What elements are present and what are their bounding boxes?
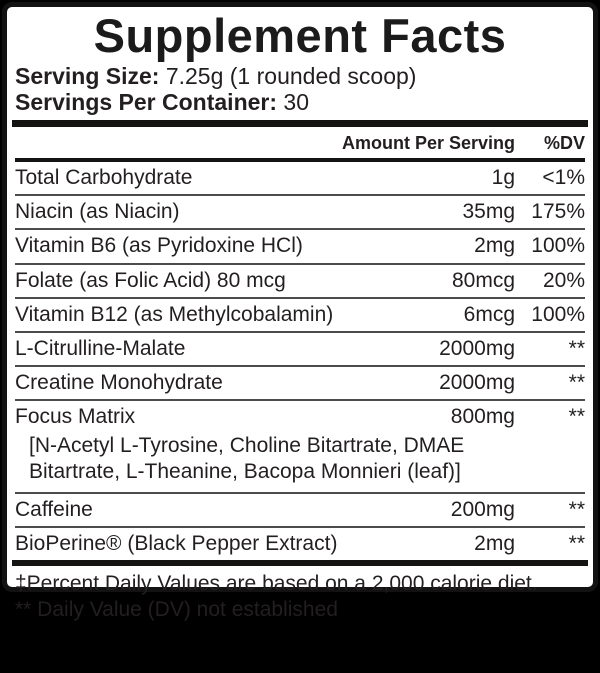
footnotes-section xyxy=(12,560,588,624)
serving-size-line xyxy=(15,64,585,90)
ingredient-name: Vitamin B12 (as Methylcobalamin) xyxy=(15,302,334,326)
ingredient-dv: 175% xyxy=(531,200,585,224)
ingredient-dv: ** xyxy=(568,404,585,428)
ingredient-dv: ** xyxy=(568,370,585,394)
ingredient-dv: ** xyxy=(568,497,585,521)
table-row xyxy=(15,526,585,560)
ingredient-amount: 80mcg xyxy=(451,268,515,292)
ingredient-dv: <1% xyxy=(542,166,585,190)
ingredient-amount: 2000mg xyxy=(439,370,515,394)
ingredient-amount: 2000mg xyxy=(439,336,515,360)
ingredient-dv: 100% xyxy=(531,302,585,326)
ingredient-amount: 2mg xyxy=(474,531,515,555)
table-row xyxy=(15,162,585,194)
ingredient-dv: 100% xyxy=(531,234,585,258)
servings-per-container-label: Servings Per Container: xyxy=(15,88,278,115)
panel-title: Supplement Facts xyxy=(93,9,507,62)
ingredient-name: L-Citrulline-Malate xyxy=(15,336,186,360)
ingredient-name: Niacin (as Niacin) xyxy=(15,200,180,224)
servings-per-container-value: 30 xyxy=(277,88,310,115)
table-header-row xyxy=(15,127,585,162)
ingredient-dv: ** xyxy=(568,531,585,555)
table-row-focus-matrix xyxy=(15,399,585,492)
footnote-dv-not-established: ** Daily Value (DV) not established xyxy=(15,598,338,622)
facts-table xyxy=(12,127,588,559)
table-row xyxy=(15,492,585,526)
ingredient-dv: ** xyxy=(568,336,585,360)
ingredient-name: Focus Matrix xyxy=(15,404,136,428)
ingredient-amount: 35mg xyxy=(462,200,515,224)
table-row xyxy=(15,194,585,228)
ingredient-amount: 1g xyxy=(491,166,515,190)
ingredient-name: Creatine Monohydrate xyxy=(15,370,223,394)
ingredient-name: Vitamin B6 (as Pyridoxine HCl) xyxy=(15,234,303,258)
serving-info xyxy=(12,62,588,116)
ingredient-sub-ingredients: [N-Acetyl L-Tyrosine, Choline Bitartrate, DMAE Bitartrate, L-Theanine, Bacopa Monnieri (leaf)] xyxy=(29,434,465,484)
servings-per-container-line xyxy=(15,90,585,116)
ingredient-amount: 2mg xyxy=(474,234,515,258)
table-row xyxy=(15,228,585,262)
ingredient-amount: 200mg xyxy=(450,497,515,521)
ingredient-name: Folate (as Folic Acid) 80 mcg xyxy=(15,268,286,292)
header-percent-dv: %DV xyxy=(543,133,585,154)
ingredient-amount: 800mg xyxy=(450,404,515,428)
supplement-facts-panel xyxy=(2,2,598,622)
table-row xyxy=(15,263,585,297)
serving-size-label: Serving Size: xyxy=(15,62,160,89)
ingredient-name: Total Carbohydrate xyxy=(15,166,193,190)
top-thick-rule xyxy=(12,120,588,127)
ingredient-amount: 6mcg xyxy=(463,302,515,326)
table-row xyxy=(15,365,585,399)
ingredient-name: Caffeine xyxy=(15,497,93,521)
serving-size-value: 7.25g (1 rounded scoop) xyxy=(159,62,417,89)
table-row xyxy=(15,297,585,331)
table-row xyxy=(15,331,585,365)
header-amount-per-serving: Amount Per Serving xyxy=(341,133,515,154)
ingredient-name: BioPerine® (Black Pepper Extract) xyxy=(15,531,338,555)
footnote-daily-values: ‡Percent Daily Values are based on a 2,000 calorie diet. xyxy=(15,571,538,595)
ingredient-dv: 20% xyxy=(542,268,585,292)
